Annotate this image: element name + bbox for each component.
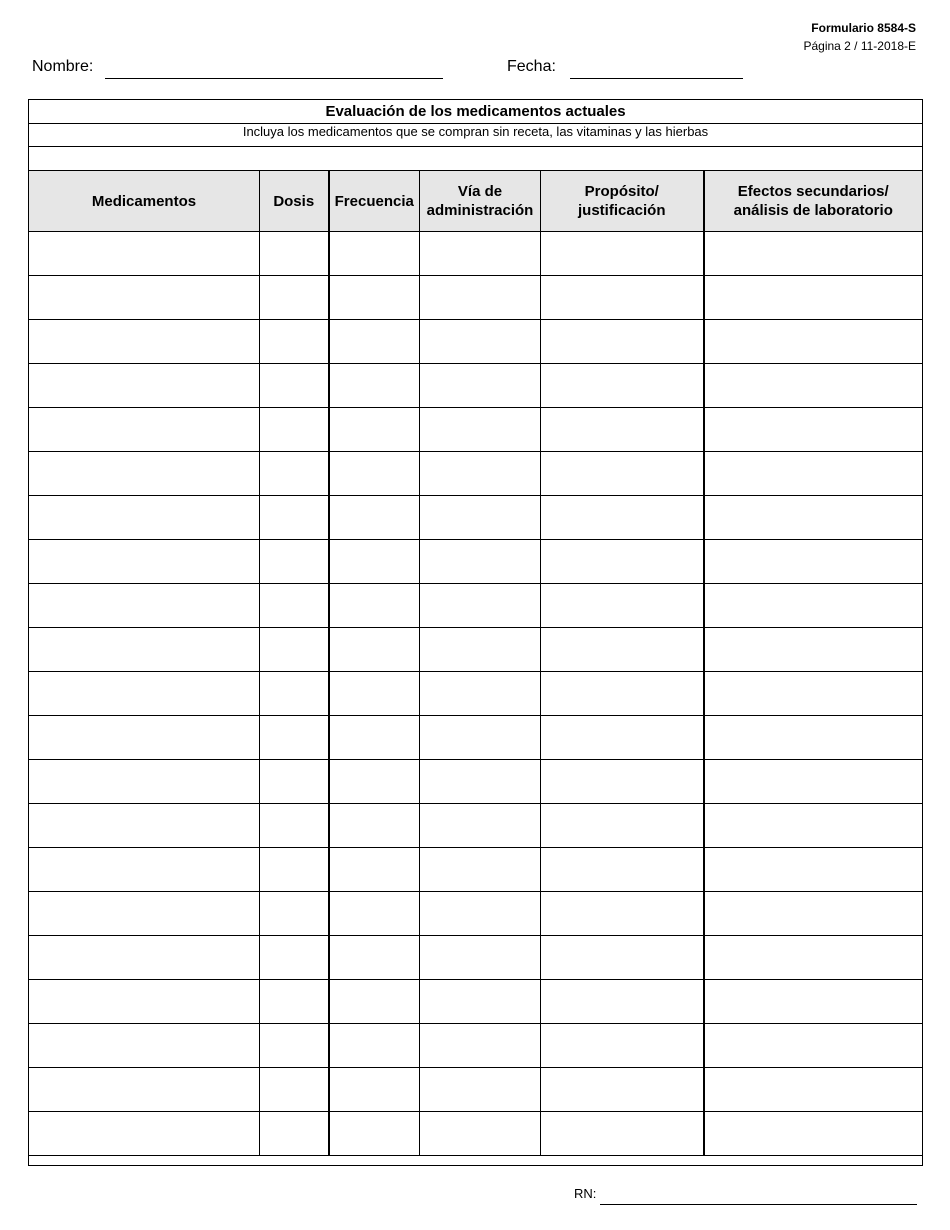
- header-label: Vía de: [457, 183, 503, 200]
- col-medications-cell[interactable]: [29, 452, 260, 496]
- col-purpose-cell[interactable]: [541, 496, 704, 540]
- col-frequency-cell[interactable]: [329, 892, 420, 936]
- col-frequency-cell[interactable]: [329, 760, 420, 804]
- col-dose-cell[interactable]: [260, 364, 329, 408]
- col-route-header: [420, 171, 541, 232]
- col-medications-cell[interactable]: [29, 276, 260, 320]
- col-dose-cell[interactable]: [260, 936, 329, 980]
- col-side-effects-cell[interactable]: [704, 1024, 923, 1068]
- col-dose-cell[interactable]: [260, 980, 329, 1024]
- col-medications-cell[interactable]: [29, 672, 260, 716]
- col-medications-cell[interactable]: [29, 584, 260, 628]
- col-frequency-cell[interactable]: [329, 1112, 420, 1156]
- col-route-cell[interactable]: [420, 584, 541, 628]
- col-side-effects-cell[interactable]: [704, 232, 923, 276]
- col-side-effects-cell[interactable]: [704, 892, 923, 936]
- col-side-effects-cell[interactable]: [704, 1068, 923, 1112]
- col-frequency-cell[interactable]: [329, 540, 420, 584]
- col-frequency-cell[interactable]: [329, 804, 420, 848]
- col-route-cell[interactable]: [420, 760, 541, 804]
- col-frequency-cell[interactable]: [329, 408, 420, 452]
- header-label: Efectos secundarios/: [737, 183, 889, 200]
- form-code: Formulario 8584-S: [811, 21, 916, 35]
- col-medications-cell[interactable]: [29, 540, 260, 584]
- table-row: [29, 408, 923, 452]
- col-purpose-cell[interactable]: [541, 716, 704, 760]
- col-purpose-cell[interactable]: [541, 364, 704, 408]
- col-dose-cell[interactable]: [260, 232, 329, 276]
- col-dose-cell[interactable]: [260, 1024, 329, 1068]
- col-purpose-cell[interactable]: [541, 1068, 704, 1112]
- col-purpose-cell[interactable]: [541, 980, 704, 1024]
- col-dose-cell[interactable]: [260, 408, 329, 452]
- header-row: [29, 171, 923, 232]
- col-side-effects-cell[interactable]: [704, 408, 923, 452]
- col-frequency-cell[interactable]: [329, 936, 420, 980]
- header-label: Propósito/: [584, 183, 659, 200]
- col-dose-cell[interactable]: [260, 320, 329, 364]
- col-medications-cell[interactable]: [29, 1024, 260, 1068]
- spacer-row: [29, 147, 923, 171]
- col-side-effects-cell[interactable]: [704, 452, 923, 496]
- col-frequency-cell[interactable]: [329, 672, 420, 716]
- table-row: [29, 496, 923, 540]
- table-footer: [29, 1156, 923, 1166]
- table-subtitle: Incluya los medicamentos que se compran sin receta, las vitaminas y las hierbas: [29, 124, 923, 147]
- col-side-effects-cell[interactable]: [704, 672, 923, 716]
- col-purpose-header: [541, 171, 704, 232]
- table-row: [29, 232, 923, 276]
- page-info: Página 2 / 11-2018-E: [803, 39, 916, 53]
- table-row: [29, 628, 923, 672]
- col-purpose-cell[interactable]: [541, 408, 704, 452]
- table-row: [29, 1112, 923, 1156]
- col-purpose-cell[interactable]: [541, 584, 704, 628]
- col-route-cell[interactable]: [420, 980, 541, 1024]
- col-route-cell[interactable]: [420, 1024, 541, 1068]
- col-dose-cell[interactable]: [260, 848, 329, 892]
- col-medications-cell[interactable]: [29, 804, 260, 848]
- col-medications-cell[interactable]: [29, 320, 260, 364]
- col-dose-header: [260, 171, 329, 232]
- col-medications-cell[interactable]: [29, 1112, 260, 1156]
- col-purpose-cell[interactable]: [541, 848, 704, 892]
- col-route-cell[interactable]: [420, 232, 541, 276]
- table-row: [29, 584, 923, 628]
- col-route-cell[interactable]: [420, 276, 541, 320]
- col-side-effects-cell[interactable]: [704, 760, 923, 804]
- col-side-effects-cell[interactable]: [704, 628, 923, 672]
- header-label: Frecuencia: [334, 192, 414, 210]
- col-route-cell[interactable]: [420, 848, 541, 892]
- col-route-cell[interactable]: [420, 1112, 541, 1156]
- rn-signature-field[interactable]: [600, 1204, 917, 1205]
- col-purpose-cell[interactable]: [541, 628, 704, 672]
- col-side-effects-cell[interactable]: [704, 804, 923, 848]
- col-frequency-cell[interactable]: [329, 232, 420, 276]
- header-label: Medicamentos: [91, 192, 197, 210]
- col-route-cell[interactable]: [420, 1068, 541, 1112]
- col-purpose-cell[interactable]: [541, 276, 704, 320]
- col-medications-cell[interactable]: [29, 760, 260, 804]
- col-dose-cell[interactable]: [260, 1112, 329, 1156]
- name-label: Nombre:: [32, 58, 94, 75]
- col-side-effects-cell[interactable]: [704, 364, 923, 408]
- col-medications-cell[interactable]: [29, 892, 260, 936]
- col-side-effects-cell[interactable]: [704, 540, 923, 584]
- col-frequency-cell[interactable]: [329, 848, 420, 892]
- col-route-cell[interactable]: [420, 672, 541, 716]
- col-dose-cell[interactable]: [260, 584, 329, 628]
- col-frequency-cell[interactable]: [329, 364, 420, 408]
- col-route-cell[interactable]: [420, 540, 541, 584]
- col-route-cell[interactable]: [420, 364, 541, 408]
- date-field[interactable]: [570, 78, 743, 79]
- col-medications-cell[interactable]: [29, 232, 260, 276]
- col-dose-cell[interactable]: [260, 496, 329, 540]
- col-frequency-cell[interactable]: [329, 980, 420, 1024]
- rn-label: RN:: [574, 1186, 597, 1201]
- col-route-cell[interactable]: [420, 496, 541, 540]
- table-row: [29, 760, 923, 804]
- col-dose-cell[interactable]: [260, 452, 329, 496]
- col-purpose-cell[interactable]: [541, 760, 704, 804]
- col-purpose-cell[interactable]: [541, 1024, 704, 1068]
- table-row: [29, 716, 923, 760]
- table-row: [29, 1068, 923, 1112]
- col-purpose-cell[interactable]: [541, 452, 704, 496]
- col-medications-cell[interactable]: [29, 848, 260, 892]
- col-purpose-cell[interactable]: [541, 320, 704, 364]
- col-frequency-cell[interactable]: [329, 320, 420, 364]
- col-route-cell[interactable]: [420, 716, 541, 760]
- medications-table: [28, 99, 923, 1166]
- col-route-cell[interactable]: [420, 320, 541, 364]
- header-label: administración: [426, 202, 534, 219]
- col-frequency-cell[interactable]: [329, 1024, 420, 1068]
- col-purpose-cell[interactable]: [541, 540, 704, 584]
- table-row: [29, 804, 923, 848]
- col-purpose-cell[interactable]: [541, 232, 704, 276]
- col-medications-cell[interactable]: [29, 628, 260, 672]
- header-label: justificación: [577, 202, 666, 219]
- table-row: [29, 672, 923, 716]
- col-medications-cell[interactable]: [29, 980, 260, 1024]
- table-title: Evaluación de los medicamentos actuales: [29, 100, 923, 124]
- col-dose-cell[interactable]: [260, 760, 329, 804]
- col-medications-cell[interactable]: [29, 716, 260, 760]
- col-medications-cell[interactable]: [29, 496, 260, 540]
- col-purpose-cell[interactable]: [541, 1112, 704, 1156]
- name-field[interactable]: [105, 78, 443, 79]
- table-row: [29, 364, 923, 408]
- table-row: [29, 936, 923, 980]
- col-frequency-cell[interactable]: [329, 584, 420, 628]
- col-dose-cell[interactable]: [260, 716, 329, 760]
- col-dose-cell[interactable]: [260, 628, 329, 672]
- form-identifier: [803, 19, 916, 55]
- table-row: [29, 452, 923, 496]
- col-dose-cell[interactable]: [260, 540, 329, 584]
- col-route-cell[interactable]: [420, 936, 541, 980]
- col-route-cell[interactable]: [420, 452, 541, 496]
- col-frequency-cell[interactable]: [329, 496, 420, 540]
- table-row: [29, 276, 923, 320]
- col-purpose-cell[interactable]: [541, 892, 704, 936]
- col-dose-cell[interactable]: [260, 672, 329, 716]
- col-dose-cell[interactable]: [260, 804, 329, 848]
- col-dose-cell[interactable]: [260, 276, 329, 320]
- header-label: análisis de laboratorio: [733, 202, 893, 219]
- col-route-cell[interactable]: [420, 892, 541, 936]
- table-row: [29, 1024, 923, 1068]
- col-side-effects-cell[interactable]: [704, 496, 923, 540]
- date-label: Fecha:: [507, 58, 556, 75]
- col-route-cell[interactable]: [420, 804, 541, 848]
- col-frequency-cell[interactable]: [329, 276, 420, 320]
- col-medications-cell[interactable]: [29, 408, 260, 452]
- col-route-cell[interactable]: [420, 408, 541, 452]
- col-side-effects-header: [704, 171, 923, 232]
- col-side-effects-cell[interactable]: [704, 584, 923, 628]
- col-medications-cell[interactable]: [29, 364, 260, 408]
- col-medications-cell[interactable]: [29, 1068, 260, 1112]
- col-purpose-cell[interactable]: [541, 804, 704, 848]
- col-side-effects-cell[interactable]: [704, 320, 923, 364]
- col-dose-cell[interactable]: [260, 892, 329, 936]
- table-row: [29, 848, 923, 892]
- table-row: [29, 980, 923, 1024]
- col-route-cell[interactable]: [420, 628, 541, 672]
- col-medications-header: [29, 171, 260, 232]
- col-side-effects-cell[interactable]: [704, 980, 923, 1024]
- col-side-effects-cell[interactable]: [704, 848, 923, 892]
- col-purpose-cell[interactable]: [541, 672, 704, 716]
- col-medications-cell[interactable]: [29, 936, 260, 980]
- header-label: Dosis: [273, 192, 315, 210]
- col-side-effects-cell[interactable]: [704, 1112, 923, 1156]
- col-side-effects-cell[interactable]: [704, 936, 923, 980]
- col-frequency-cell[interactable]: [329, 1068, 420, 1112]
- col-dose-cell[interactable]: [260, 1068, 329, 1112]
- col-frequency-header: [329, 171, 420, 232]
- col-side-effects-cell[interactable]: [704, 276, 923, 320]
- col-frequency-cell[interactable]: [329, 452, 420, 496]
- table-footer-row: [29, 1156, 923, 1166]
- table-row: [29, 320, 923, 364]
- col-side-effects-cell[interactable]: [704, 716, 923, 760]
- table-row: [29, 540, 923, 584]
- col-frequency-cell[interactable]: [329, 628, 420, 672]
- col-frequency-cell[interactable]: [329, 716, 420, 760]
- col-purpose-cell[interactable]: [541, 936, 704, 980]
- table-row: [29, 892, 923, 936]
